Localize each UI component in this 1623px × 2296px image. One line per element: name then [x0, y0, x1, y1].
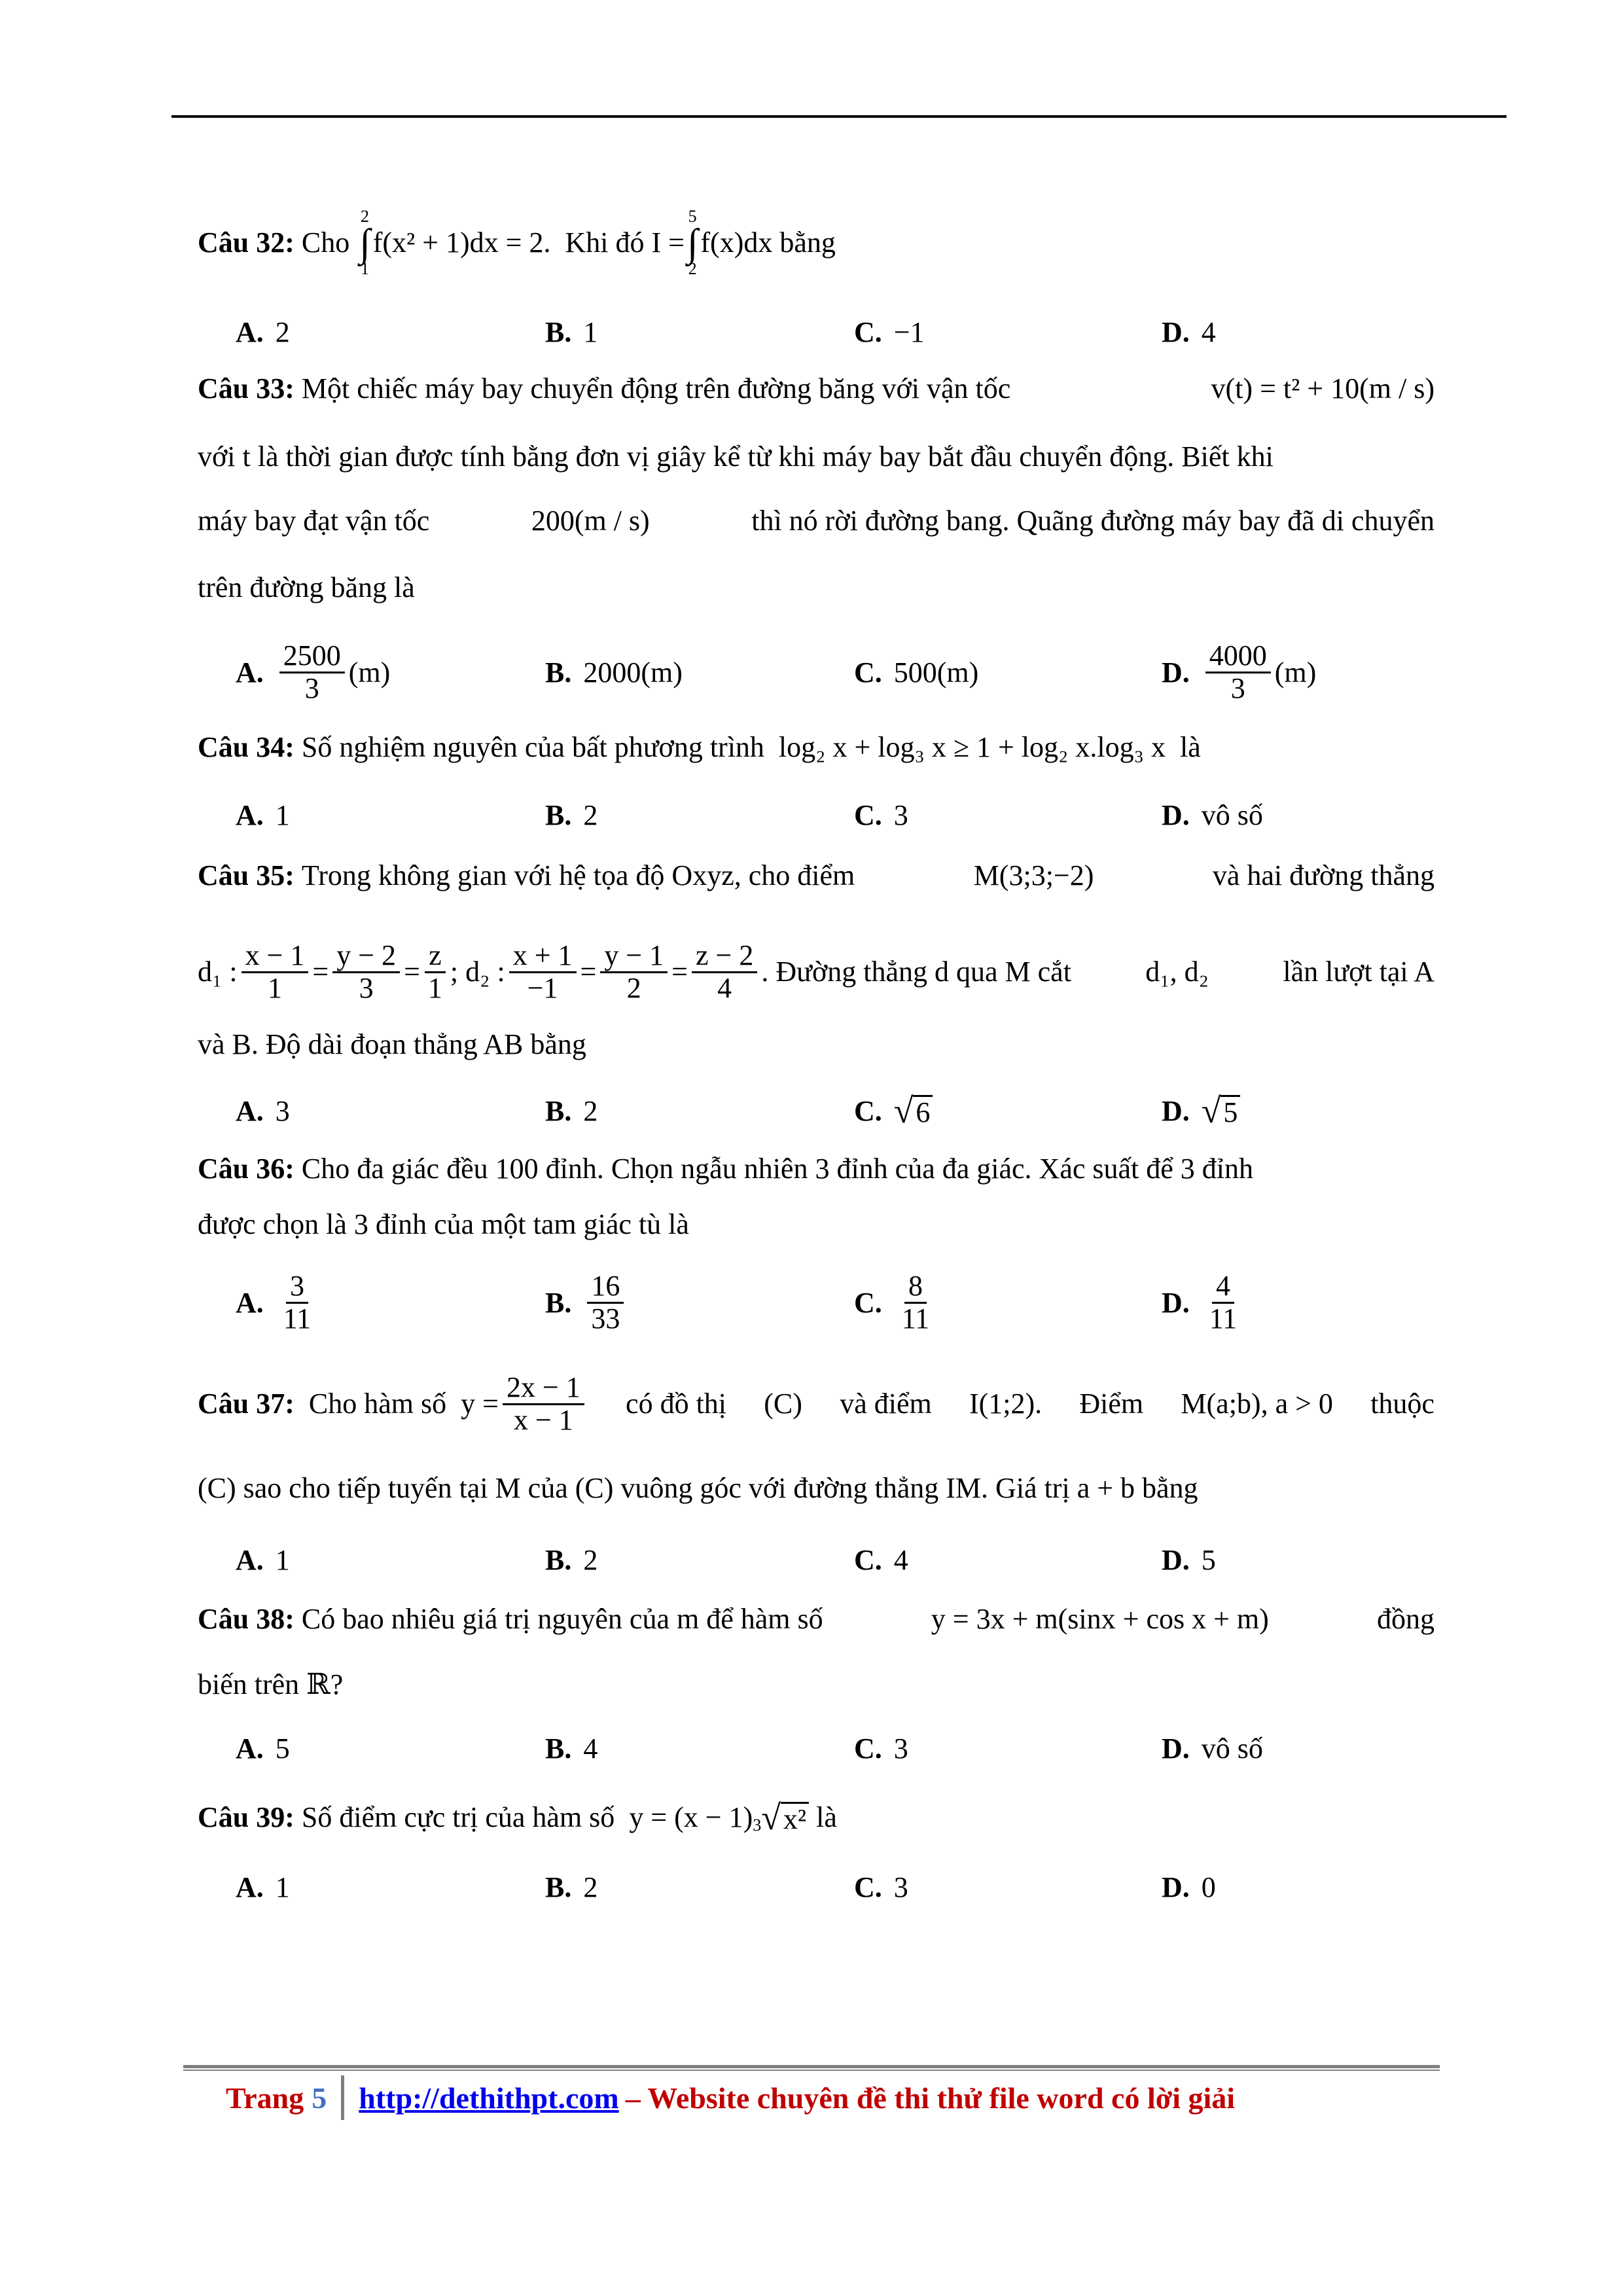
q35-text-3: và B. Độ dài đoạn thẳng AB bằng	[198, 1028, 586, 1060]
cube-root-icon: 3 √ x²	[753, 1800, 809, 1835]
q32-upper-limit-1: 2	[360, 207, 369, 226]
question-35-line-1	[198, 859, 1435, 893]
q35-text-2b: . Đường thẳng d qua M cắt	[761, 955, 1071, 988]
q38-option-c[interactable]: C. 3	[854, 1732, 908, 1765]
q32-text: Cho	[301, 226, 350, 259]
q35-option-c[interactable]: C. √ 6	[854, 1075, 933, 1147]
question-33-line-4	[198, 571, 1435, 605]
question-37-line-1	[198, 1361, 1435, 1446]
q32-text-2: Khi đó	[565, 226, 645, 259]
q34-end: là	[1179, 731, 1201, 763]
q33-text-2: với t là thời gian được tính bằng đơn vị giây kể từ khi máy bay bắt đầu chuyển động. Biết khi	[198, 440, 1274, 473]
footer-page-label: Trang	[226, 2081, 304, 2115]
question-33-line-3	[198, 504, 1435, 539]
footer-rule-thin	[183, 2070, 1440, 2071]
q35-option-d[interactable]: D. √ 5	[1162, 1075, 1240, 1147]
q38-text-2: biến trên	[198, 1668, 300, 1700]
q33-text-3b: thì nó rời đường bang. Quãng đường máy bay đã di chuyển	[751, 505, 1435, 537]
q37-function: $\frac{2x - 1}{x - 1}$	[503, 1372, 584, 1435]
q37-text-4: Điểm	[1079, 1387, 1144, 1420]
q32-option-d[interactable]: D. 4	[1162, 315, 1216, 348]
q33-options	[236, 630, 1433, 715]
q38-option-a[interactable]: A. 5	[236, 1732, 290, 1765]
q32-lower-limit-2: 2	[688, 259, 697, 278]
q35-d2-label: ; d₂ :	[450, 955, 505, 988]
q32-lower-limit-1: 1	[360, 259, 369, 278]
q37-option-a[interactable]: A. 1	[236, 1543, 290, 1576]
q35-options	[236, 1075, 1433, 1147]
q37-text-2: có đồ thị	[626, 1387, 727, 1420]
q37-text-5: thuộc	[1370, 1387, 1435, 1420]
footer-rule	[183, 2065, 1440, 2068]
q34-option-b[interactable]: B. 2	[545, 798, 598, 831]
q36-options	[236, 1260, 1433, 1345]
q32-option-a[interactable]: A. 2	[236, 315, 290, 348]
q32-integral-2: 5 ∫ 2	[687, 207, 698, 278]
q38-options	[236, 1712, 1433, 1784]
question-38-line-1	[198, 1602, 1435, 1637]
q33-text-4: trên đường băng là	[198, 571, 415, 603]
q33-text-1: Một chiếc máy bay chuyển động trên đường băng với vận tốc	[301, 372, 1011, 404]
q35-text-1: Trong không gian với hệ tọa độ Oxyz, cho điểm	[301, 859, 855, 891]
q37-text-3: và điểm	[840, 1387, 932, 1420]
sqrt-icon: √ 6	[894, 1093, 933, 1128]
q38-label: Câu 38:	[198, 1603, 294, 1635]
q33-option-d[interactable]: D. $\frac{4000}{3}$ (m)	[1162, 639, 1317, 704]
q32-upper-limit-2: 5	[688, 207, 697, 226]
q36-option-a[interactable]: A. $\frac{3}{11}$	[236, 1270, 312, 1335]
question-34	[198, 730, 1435, 765]
q39-option-c[interactable]: C. 3	[854, 1871, 908, 1903]
q37-point-m: M(a;b), a > 0	[1181, 1387, 1333, 1420]
footer-separator	[341, 2075, 344, 2120]
q35-point: M(3;3;−2)	[973, 859, 1094, 891]
q36-text-1: Cho đa giác đều 100 đỉnh. Chọn ngẫu nhiên 3 đỉnh của đa giác. Xác suất để 3 đỉnh	[301, 1153, 1254, 1185]
q39-label: Câu 39:	[198, 1801, 294, 1834]
q39-text: Số điểm cực trị của hàm số	[301, 1801, 615, 1834]
q34-formula: log₂ x + log₃ x ≥ 1 + log₂ x.log₃ x	[778, 731, 1166, 763]
header-rule	[171, 115, 1507, 118]
question-35-line-2	[198, 929, 1435, 1014]
q32-options	[236, 296, 1433, 368]
q39-option-b[interactable]: B. 2	[545, 1871, 598, 1903]
q33-option-b[interactable]: B. 2000(m)	[545, 656, 683, 689]
question-36-line-1	[198, 1152, 1435, 1187]
q36-option-b[interactable]: B. $\frac{16}{33}$	[545, 1260, 628, 1345]
q35-lines-equations: d₁ : $\frac{x - 1}{1}$ = $\frac{y - 2}{3}$ = $\frac{z}{1}$ ; d₂ : $\frac{x + 1}{-1}$ = $\frac{y - 1}{2}$ = $\frac{z - 2}{4}$ . Đường thẳng d qua M cắt	[198, 939, 1071, 1004]
q37-option-d[interactable]: D. 5	[1162, 1543, 1216, 1576]
q36-label: Câu 36:	[198, 1153, 294, 1185]
q34-options	[236, 779, 1433, 851]
footer-website-link[interactable]: http://dethithpt.com	[359, 2081, 619, 2115]
q37-y: y =	[461, 1387, 499, 1420]
question-33-line-1	[198, 372, 1435, 406]
q32-rhs: f(x)dx	[700, 226, 773, 259]
footer-tagline: – Website chuyên đề thi thử file word có lời giải	[625, 2081, 1236, 2115]
q32-label: Câu 32:	[198, 226, 294, 259]
q33-option-a[interactable]: A. $\frac{2500}{3}$ (m)	[236, 639, 391, 704]
question-33-line-2	[198, 440, 1435, 475]
q35-text-1b: và hai đường thẳng	[1212, 859, 1435, 891]
q35-label: Câu 35:	[198, 859, 294, 891]
q32-lhs: f(x² + 1)dx = 2.	[372, 226, 551, 259]
q36-option-d[interactable]: D. $\frac{4}{11}$	[1162, 1270, 1238, 1335]
q35-d12: d₁, d₂	[1145, 955, 1209, 988]
sqrt-icon: √ 5	[1202, 1093, 1241, 1128]
q33-label: Câu 33:	[198, 372, 294, 404]
q39-options	[236, 1851, 1433, 1923]
q39-formula: y = (x − 1)	[629, 1801, 753, 1834]
q37-sum: a + b	[1077, 1472, 1135, 1504]
q39-end: là	[816, 1801, 837, 1834]
question-39	[198, 1800, 1435, 1835]
footer-page-number: 5	[312, 2081, 327, 2115]
q37-point-i: I(1;2).	[969, 1387, 1043, 1420]
q32-option-b[interactable]: B. 1	[545, 315, 598, 348]
q37-label: Câu 37:	[198, 1387, 294, 1420]
q33-velocity-formula: v(t) = t² + 10(m / s)	[1211, 372, 1435, 404]
question-37-line-2: (C) sao cho tiếp tuyến tại M của (C) vuông góc với đường thẳng IM. Giá trị a + b bằng	[198, 1472, 1198, 1504]
q38-option-b[interactable]: B. 4	[545, 1732, 598, 1765]
q35-option-a[interactable]: A. 3	[236, 1094, 290, 1127]
q37-option-b[interactable]: B. 2	[545, 1543, 598, 1576]
q36-option-c[interactable]: C. $\frac{8}{11}$	[854, 1270, 930, 1335]
q38-text-1: Có bao nhiêu giá trị nguyên của m để hàm số	[301, 1603, 823, 1635]
q32-ivar: I =	[651, 226, 685, 259]
question-35-line-3	[198, 1028, 1435, 1062]
q39-option-a[interactable]: A. 1	[236, 1871, 290, 1903]
question-32	[198, 194, 1435, 292]
q38-text-1b: đồng	[1376, 1603, 1435, 1635]
q38-formula: y = 3x + m(sinx + cos x + m)	[931, 1603, 1269, 1635]
q34-label: Câu 34:	[198, 731, 294, 763]
q37-text-1: Cho hàm số	[308, 1387, 447, 1420]
q35-option-b[interactable]: B. 2	[545, 1094, 598, 1127]
q35-text-2c: lần lượt tại A	[1283, 955, 1435, 988]
question-36-line-2	[198, 1208, 1435, 1242]
q36-text-2: được chọn là 3 đỉnh của một tam giác tù là	[198, 1208, 689, 1240]
q33-option-c[interactable]: C. 500(m)	[854, 656, 979, 689]
q32-option-c[interactable]: C. −1	[854, 315, 925, 348]
q34-text: Số nghiệm nguyên của bất phương trình	[301, 731, 764, 763]
q34-option-a[interactable]: A. 1	[236, 798, 290, 831]
q32-text-3: bằng	[779, 226, 836, 259]
q37-option-c[interactable]: C. 4	[854, 1543, 908, 1576]
q34-option-d[interactable]: D. vô số	[1162, 798, 1263, 831]
q32-integral-1: 2 ∫ 1	[359, 207, 370, 278]
q38-option-d[interactable]: D. vô số	[1162, 1732, 1263, 1765]
q33-speed: 200(m / s)	[531, 505, 650, 537]
q39-option-d[interactable]: D. 0	[1162, 1871, 1216, 1903]
footer	[226, 2078, 1235, 2117]
q33-text-3a: máy bay đạt vận tốc	[198, 505, 430, 537]
question-38-line-2: biến trên ℝ?	[198, 1668, 344, 1700]
real-numbers-icon: ℝ	[306, 1668, 330, 1700]
q37-options	[236, 1524, 1433, 1596]
q37-c: (C)	[764, 1387, 802, 1420]
q34-option-c[interactable]: C. 3	[854, 798, 908, 831]
q35-d1-label: d₁ :	[198, 955, 238, 988]
